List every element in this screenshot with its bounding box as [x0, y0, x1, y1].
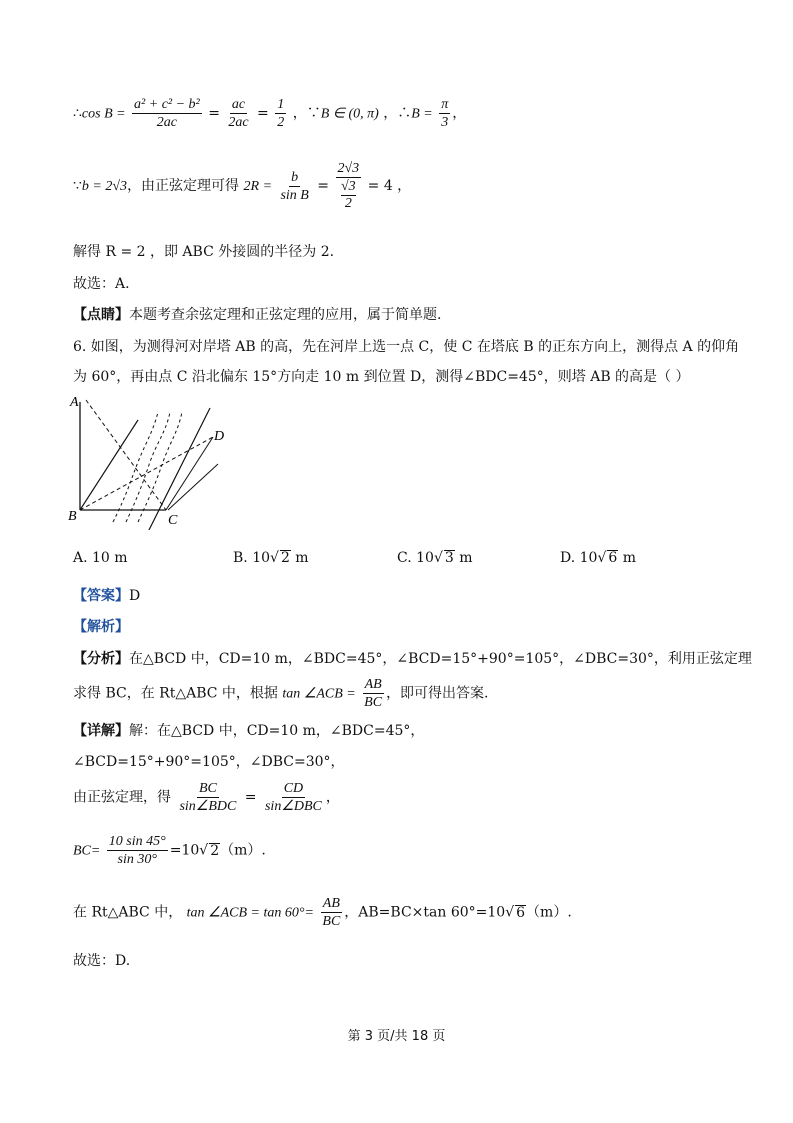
ac-fraction: [226, 96, 250, 131]
option-c-prefix: C. 10: [397, 550, 434, 566]
answer-value: D: [129, 588, 141, 604]
detail-unit-4: （m）.: [220, 842, 266, 859]
root-numerator: 2√3: [337, 161, 360, 176]
detail-bc: BC: [322, 914, 341, 929]
option-d-radicand: 6: [608, 550, 618, 566]
b-value: b = 2√3: [81, 179, 128, 194]
half-numerator: 1: [277, 97, 285, 112]
bc-over-sin-bdc: [177, 780, 238, 815]
detail-radicand-2: 2: [210, 842, 220, 859]
analysis-line-2: [73, 676, 489, 711]
analysis-heading: [73, 618, 129, 636]
riverbank-left: [80, 420, 138, 510]
detail-eq-10: =10: [169, 842, 200, 859]
comment-line: [73, 306, 441, 324]
option-c-radicand: 3: [444, 550, 454, 566]
analysis-text-2-post: ，即可得出答案.: [386, 685, 489, 702]
cos-denominator: 2ac: [156, 115, 177, 130]
half-fraction: [275, 96, 286, 131]
detail-text-5-pre: 在 Rt△ABC 中，: [73, 904, 183, 921]
analysis-ab: AB: [364, 677, 382, 692]
b-range: B ∈ (0, π): [320, 106, 379, 122]
cd-over-sin-dbc: [263, 780, 324, 815]
option-b-unit: m: [290, 550, 309, 566]
detail-line-5: 在 Rt△ABC 中， tan ∠ACB = tan 60°= $\frac{AB}{BC}$ ，AB=BC×tan 60°=10√ 6（m）.: [73, 896, 572, 929]
option-d-unit: m: [618, 550, 637, 566]
analysis-line-1: [73, 650, 752, 668]
label-b: B: [68, 509, 77, 524]
tower-river-figure: [68, 392, 238, 530]
line-bd: [80, 437, 213, 510]
two-r-label: 2R =: [243, 179, 273, 194]
detail-line-1: [73, 722, 424, 740]
root-denominator: $\frac{√3}{2}$: [341, 179, 356, 211]
detail-bc-eq: BC=: [73, 843, 101, 859]
detail-text-5-mid: ，AB=BC×tan 60°=10: [344, 904, 506, 921]
equals-four: = 4 ，: [367, 178, 412, 194]
detail-line-4: BC= $\frac{10 \sin 45^\circ}{\sin 30^\circ}$ =10√ 2（m）.: [73, 834, 266, 867]
b-numerator: b: [291, 169, 299, 185]
detail-line-3: 由正弦定理，得 $\frac{BC}{\text{sin∠BDC}}$ = $\frac{CD}{\text{sin∠DBC}}$ ，: [73, 781, 340, 814]
pi-denominator: 3: [441, 115, 449, 130]
cd-num: CD: [283, 781, 304, 796]
detail-line-2: ∠BCD=15°+90°=105°，∠DBC=30°，: [73, 754, 345, 770]
sin-bdc-den: sin∠BDC: [179, 799, 237, 814]
detail-choose-d: 故选：D.: [73, 953, 131, 969]
riverbank-right: [148, 408, 210, 530]
detail-text-3-pre: 由正弦定理，得: [73, 789, 171, 806]
pi-fraction: [439, 96, 450, 131]
analysis-tag: 【解析】: [73, 619, 129, 635]
option-d: D. 10√ 6 m: [560, 550, 637, 566]
solve-line: 解得 R = 2 ，即 ABC 外接圆的半径为 2.: [73, 244, 335, 260]
answer-line: [73, 587, 140, 605]
comment-text: 本题考查余弦定理和正弦定理的应用，属于简单题.: [129, 307, 442, 323]
option-a: A. 10 m: [73, 550, 128, 566]
sinb-denominator: sin B: [280, 187, 309, 203]
label-d: D: [214, 429, 225, 444]
question-6-line-2: 为 60°，再由点 C 沿北偏东 15°方向走 10 m 到位置 D，测得∠BDC=45°，则塔 AB 的高是（ ）: [73, 369, 690, 385]
bc-num: BC: [198, 781, 217, 796]
cos-b-label: cos B =: [81, 106, 126, 122]
label-a: A: [70, 395, 79, 410]
option-c: C. 10√ 3 m: [397, 550, 473, 566]
page-footer: 第 3 页/共 18 页: [347, 1029, 446, 1044]
choose-a-line: 故选：A.: [73, 276, 130, 292]
detail-unit-5: （m）.: [526, 904, 572, 921]
because-symbol: ∵: [306, 105, 321, 122]
analysis-bc: BC: [364, 695, 383, 710]
river-wave-3: [138, 412, 182, 522]
analysis-ab-bc: [362, 676, 384, 711]
sin30-den: sin 30°: [117, 852, 157, 867]
detail-tag: 【详解】: [73, 723, 129, 739]
cosine-law-line: ∴cos B = $\frac{\text{a² + c² − b²}}{2ac}$ = $\frac{ac}{2ac}$ = $\frac{1}{2}$ ，∵B ∈ (0, π) ，∴B = $\frac{\pi}{3}$ ，: [73, 97, 467, 130]
question-6-line-1: 6. 如图，为测得河对岸塔 AB 的高，先在河岸上选一点 C，使 C 在塔底 B 的正东方向上，测得点 A 的仰角: [73, 339, 740, 355]
sine-law-text: ，由正弦定理可得: [127, 178, 240, 194]
detail-text-1: 解：在△BCD 中，CD=10 m，∠BDC=45°，: [129, 723, 425, 739]
therefore-symbol-2: ∴: [397, 105, 412, 122]
therefore-symbol: ∴: [73, 105, 82, 122]
option-b-radicand: 2: [280, 550, 290, 566]
pi-numerator: π: [441, 97, 449, 112]
comment-tag: 【点睛】: [73, 307, 129, 323]
analysis-section-tag: 【分析】: [73, 651, 129, 667]
detail-ab-bc: [320, 895, 342, 930]
analysis-tan: tan ∠ACB =: [282, 686, 356, 702]
sine-law-line: ∵b = 2√3，由正弦定理可得 2R = $\frac{b}{\text{sin B}}$ = $\frac{2√3}{\frac{√3}{2}}$ = 4 ，: [73, 161, 412, 211]
analysis-text-1: 在△BCD 中，CD=10 m，∠BDC=45°，∠BCD=15°+90°=105°，∠DBC=30°，利用正弦定理: [129, 651, 752, 667]
sin-dbc-den: sin∠DBC: [264, 799, 322, 814]
cos-numerator: a² + c² − b²: [134, 97, 200, 112]
ac-numerator: ac: [231, 97, 246, 112]
option-b-prefix: B. 10: [233, 550, 271, 566]
label-c: C: [168, 513, 178, 528]
detail-ab: AB: [322, 896, 340, 911]
option-b: B. 10√ 2 m: [233, 550, 309, 566]
opposite-bank: [168, 464, 218, 510]
detail-tan: tan ∠ACB = tan 60°=: [186, 905, 314, 921]
analysis-text-2-pre: 求得 BC，在 Rt△ABC 中，根据: [73, 685, 278, 702]
option-d-prefix: D. 10: [560, 550, 598, 566]
b-equals: B =: [411, 106, 433, 122]
root-fraction: [336, 160, 362, 212]
sin45-over-sin30: [107, 833, 168, 868]
river-wave-1: [113, 412, 158, 522]
option-c-unit: m: [454, 550, 473, 566]
half-denominator: 2: [277, 115, 285, 130]
answer-tag: 【答案】: [73, 588, 129, 604]
detail-radicand-6: 6: [516, 904, 526, 921]
cos-fraction: [132, 96, 202, 131]
ac-denominator: 2ac: [228, 115, 249, 130]
b-over-sinb: [278, 169, 310, 204]
because-symbol-2: ∵: [73, 178, 82, 194]
sin45-num: 10 sin 45°: [108, 834, 166, 849]
